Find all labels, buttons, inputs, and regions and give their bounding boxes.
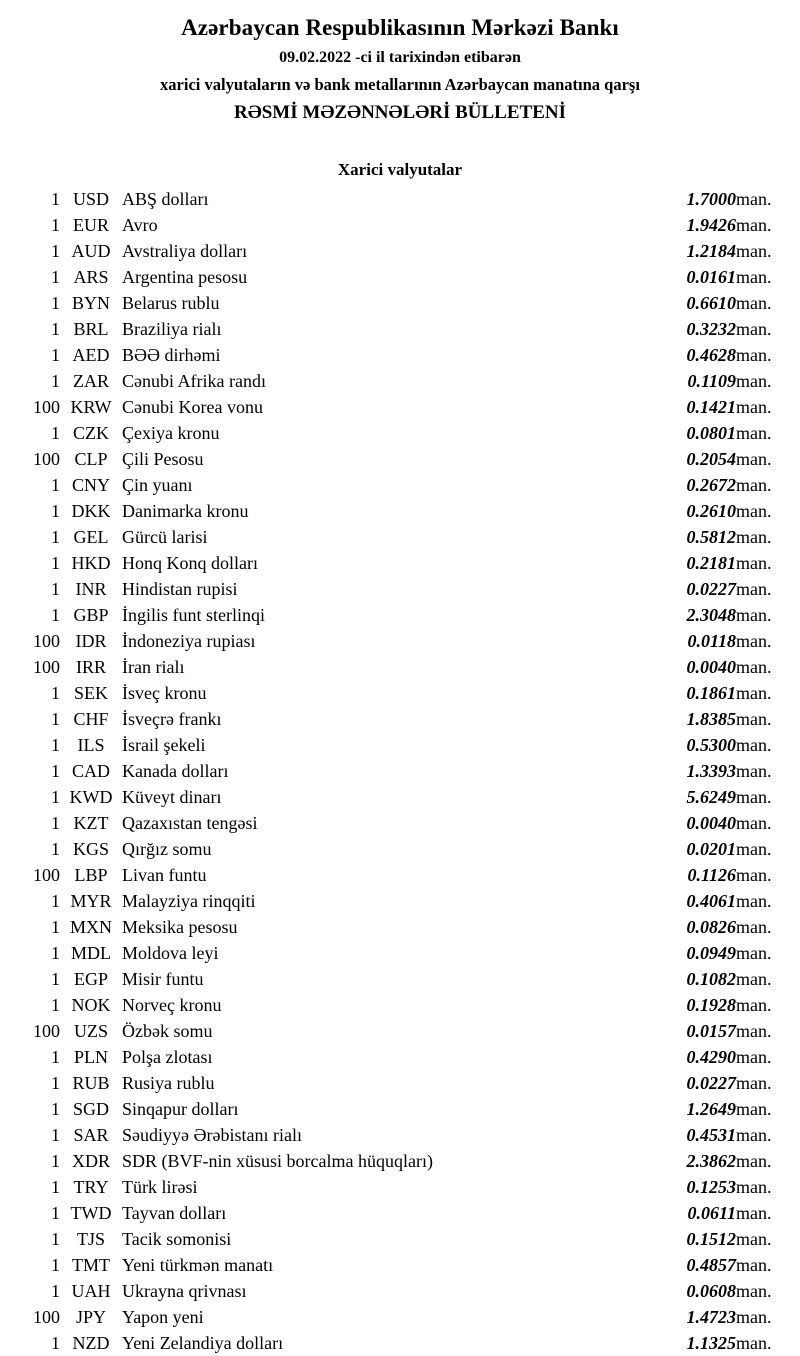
currency-rate-unit: man. xyxy=(736,1098,772,1119)
currency-code: CZK xyxy=(73,422,109,443)
currency-name: BƏƏ dirhəmi xyxy=(122,344,221,365)
currency-rate-unit: man. xyxy=(736,578,772,599)
table-row xyxy=(0,446,800,472)
currency-code: EUR xyxy=(73,214,109,235)
currency-units: 1 xyxy=(51,500,60,521)
currency-name: Yeni türkmən manatı xyxy=(122,1254,274,1275)
currency-units: 1 xyxy=(51,292,60,313)
currency-rate-value: 0.4290 xyxy=(686,1046,736,1067)
currency-name: Yapon yeni xyxy=(122,1306,204,1327)
currency-rate-unit: man. xyxy=(736,526,772,547)
currency-code: HKD xyxy=(71,552,111,573)
currency-name: ABŞ dolları xyxy=(122,188,209,209)
currency-rate-value: 0.0227 xyxy=(686,1072,736,1093)
currency-name: Hindistan rupisi xyxy=(122,578,238,599)
currency-rate-unit: man. xyxy=(736,214,772,235)
currency-code: ILS xyxy=(77,734,105,755)
currency-rate-unit: man. xyxy=(736,1306,772,1327)
currency-rate-unit: man. xyxy=(736,474,772,495)
currency-rate-value: 1.2184 xyxy=(686,240,736,261)
table-row xyxy=(0,550,800,576)
currency-code: ARS xyxy=(73,266,109,287)
currency-name: Səudiyyə Ərəbistanı rialı xyxy=(122,1124,302,1145)
currency-code: KZT xyxy=(73,812,109,833)
currency-name: İran rialı xyxy=(122,656,185,677)
currency-units: 1 xyxy=(51,1098,60,1119)
currency-name: İsveçrə frankı xyxy=(122,708,222,729)
currency-name: Cənubi Afrika randı xyxy=(122,370,266,391)
currency-units: 1 xyxy=(51,240,60,261)
currency-name: Özbək somu xyxy=(122,1020,213,1041)
table-row xyxy=(0,680,800,706)
currency-name: Çin yuanı xyxy=(122,474,193,495)
currency-units: 1 xyxy=(51,1228,60,1249)
currency-rate-unit: man. xyxy=(736,266,772,287)
table-row xyxy=(0,628,800,654)
table-row xyxy=(0,368,800,394)
currency-rate-value: 1.8385 xyxy=(686,708,736,729)
currency-code: GBP xyxy=(73,604,109,625)
currency-units: 1 xyxy=(51,812,60,833)
table-row xyxy=(0,212,800,238)
currency-rate-value: 2.3862 xyxy=(686,1150,736,1171)
currency-units: 1 xyxy=(51,266,60,287)
currency-rate-value: 0.1109 xyxy=(687,370,736,391)
table-row xyxy=(0,602,800,628)
currency-code: RUB xyxy=(72,1072,110,1093)
currency-code: AUD xyxy=(71,240,111,261)
currency-name: İngilis funt sterlinqi xyxy=(122,604,265,625)
table-row xyxy=(0,1122,800,1148)
currency-code: MDL xyxy=(71,942,111,963)
currency-units: 100 xyxy=(33,396,60,417)
table-row xyxy=(0,914,800,940)
currency-code: CLP xyxy=(74,448,108,469)
currency-name: Qazaxıstan tengəsi xyxy=(122,812,258,833)
currency-units: 100 xyxy=(33,630,60,651)
currency-units: 100 xyxy=(33,448,60,469)
currency-name: Rusiya rublu xyxy=(122,1072,215,1093)
currency-rate-value: 1.1325 xyxy=(686,1332,736,1353)
currency-units: 1 xyxy=(51,1280,60,1301)
currency-name: Küveyt dinarı xyxy=(122,786,222,807)
currency-units: 1 xyxy=(51,838,60,859)
currency-name: Avro xyxy=(122,214,158,235)
currency-code: BRL xyxy=(73,318,109,339)
currency-rate-unit: man. xyxy=(736,370,772,391)
currency-units: 1 xyxy=(51,370,60,391)
currency-rate-unit: man. xyxy=(736,734,772,755)
currency-code: INR xyxy=(75,578,107,599)
table-row xyxy=(0,498,800,524)
currency-rate-value: 0.1126 xyxy=(687,864,736,885)
currency-rate-unit: man. xyxy=(736,240,772,261)
currency-code: ZAR xyxy=(73,370,109,391)
table-row xyxy=(0,940,800,966)
currency-name: Yeni Zelandiya dolları xyxy=(122,1332,284,1353)
currency-units: 1 xyxy=(51,344,60,365)
currency-name: Braziliya rialı xyxy=(122,318,222,339)
document-header xyxy=(0,14,800,126)
table-row xyxy=(0,524,800,550)
table-row xyxy=(0,1304,800,1330)
currency-units: 1 xyxy=(51,708,60,729)
table-row xyxy=(0,1226,800,1252)
currency-rate-value: 0.3232 xyxy=(686,318,736,339)
currency-rate-unit: man. xyxy=(736,396,772,417)
currency-code: BYN xyxy=(71,292,110,313)
currency-rate-unit: man. xyxy=(736,344,772,365)
currency-code: CHF xyxy=(73,708,109,729)
table-row xyxy=(0,1148,800,1174)
table-row xyxy=(0,1044,800,1070)
section-title-foreign-currencies: Xarici valyutalar xyxy=(337,159,463,179)
table-row xyxy=(0,836,800,862)
currency-name: Danimarka kronu xyxy=(122,500,249,521)
currency-rate-value: 0.2672 xyxy=(686,474,736,495)
table-row xyxy=(0,1174,800,1200)
currency-code: TWD xyxy=(70,1202,112,1223)
table-row xyxy=(0,888,800,914)
currency-rate-unit: man. xyxy=(736,1332,772,1353)
currency-rate-value: 0.0611 xyxy=(687,1202,736,1223)
currency-rate-unit: man. xyxy=(736,292,772,313)
table-row xyxy=(0,1096,800,1122)
currency-code: XDR xyxy=(71,1150,110,1171)
currency-code: KWD xyxy=(69,786,113,807)
currency-units: 1 xyxy=(51,1124,60,1145)
currency-name: İndoneziya rupiası xyxy=(122,630,256,651)
currency-name: Çexiya kronu xyxy=(122,422,220,443)
currency-rate-unit: man. xyxy=(736,942,772,963)
currency-rate-value: 0.1253 xyxy=(686,1176,736,1197)
currency-code: NZD xyxy=(72,1332,110,1353)
currency-name: Malayziya rinqqiti xyxy=(122,890,256,911)
currency-rate-unit: man. xyxy=(736,604,772,625)
currency-rate-unit: man. xyxy=(736,838,772,859)
currency-rate-unit: man. xyxy=(736,1228,772,1249)
currency-rate-value: 0.0949 xyxy=(686,942,736,963)
currency-units: 1 xyxy=(51,734,60,755)
table-row xyxy=(0,472,800,498)
currency-rate-value: 0.0040 xyxy=(686,656,736,677)
currency-rate-value: 0.0801 xyxy=(686,422,736,443)
currency-rate-unit: man. xyxy=(736,760,772,781)
currency-name: Kanada dolları xyxy=(122,760,229,781)
currency-code: SGD xyxy=(72,1098,109,1119)
currency-name: Misir funtu xyxy=(122,968,204,989)
document-bulletin-title: RƏSMİ MƏZƏNNƏLƏRİ BÜLLETENİ xyxy=(233,101,566,123)
currency-units: 1 xyxy=(51,1332,60,1353)
currency-rate-unit: man. xyxy=(736,1124,772,1145)
currency-units: 1 xyxy=(51,682,60,703)
currency-rate-unit: man. xyxy=(736,968,772,989)
currency-rate-unit: man. xyxy=(736,448,772,469)
table-row xyxy=(0,1018,800,1044)
table-row xyxy=(0,654,800,680)
currency-code: EGP xyxy=(73,968,108,989)
currency-code: CAD xyxy=(71,760,110,781)
currency-rate-unit: man. xyxy=(736,890,772,911)
table-row xyxy=(0,1070,800,1096)
currency-rate-value: 0.4061 xyxy=(686,890,736,911)
currency-rate-value: 0.0826 xyxy=(686,916,736,937)
table-row xyxy=(0,992,800,1018)
currency-units: 1 xyxy=(51,1046,60,1067)
table-row xyxy=(0,290,800,316)
currency-name: Norveç kronu xyxy=(122,994,222,1015)
currency-rate-unit: man. xyxy=(736,422,772,443)
currency-units: 1 xyxy=(51,552,60,573)
currency-name: İsveç kronu xyxy=(122,682,207,703)
currency-name: Sinqapur dolları xyxy=(122,1098,239,1119)
currency-name: Türk lirəsi xyxy=(122,1176,198,1197)
currency-rate-value: 0.4857 xyxy=(686,1254,736,1275)
currency-units: 1 xyxy=(51,214,60,235)
currency-rate-value: 0.5300 xyxy=(686,734,736,755)
currency-name: Ukrayna qrivnası xyxy=(122,1280,247,1301)
currency-units: 1 xyxy=(51,318,60,339)
currency-units: 1 xyxy=(51,994,60,1015)
currency-rate-unit: man. xyxy=(736,1046,772,1067)
currency-code: KGS xyxy=(72,838,109,859)
currency-code: TMT xyxy=(72,1254,110,1275)
currency-rate-unit: man. xyxy=(736,318,772,339)
currency-rate-value: 5.6249 xyxy=(686,786,736,807)
currency-code: IRR xyxy=(75,656,106,677)
table-row xyxy=(0,238,800,264)
currency-rate-value: 0.0161 xyxy=(686,266,736,287)
currency-units: 1 xyxy=(51,526,60,547)
currency-rate-value: 0.0227 xyxy=(686,578,736,599)
currency-rate-value: 0.1421 xyxy=(686,396,736,417)
currency-units: 1 xyxy=(51,760,60,781)
currency-code: JPY xyxy=(75,1306,106,1327)
currency-code: LBP xyxy=(74,864,108,885)
bank-title: Azərbaycan Respublikasının Mərkəzi Bankı xyxy=(181,15,619,40)
currency-rate-value: 0.1082 xyxy=(686,968,736,989)
currency-rate-unit: man. xyxy=(736,1072,772,1093)
table-row xyxy=(0,264,800,290)
currency-code: PLN xyxy=(73,1046,108,1067)
currency-rate-unit: man. xyxy=(736,916,772,937)
currency-code: SAR xyxy=(73,1124,109,1145)
currency-name: Livan funtu xyxy=(122,864,207,885)
currency-name: Polşa zlotası xyxy=(122,1046,213,1067)
currency-units: 1 xyxy=(51,968,60,989)
currency-rate-unit: man. xyxy=(736,188,772,209)
currency-rate-value: 0.0157 xyxy=(686,1020,736,1041)
effective-date-suffix: -ci il tarixindən etibarən xyxy=(355,48,521,66)
currency-code: IDR xyxy=(75,630,107,651)
currency-rate-value: 1.2649 xyxy=(686,1098,736,1119)
currency-code: GEL xyxy=(73,526,109,547)
currency-name: Meksika pesosu xyxy=(122,916,238,937)
currency-rate-value: 0.1512 xyxy=(686,1228,736,1249)
currency-rate-value: 0.4531 xyxy=(686,1124,736,1145)
currency-units: 1 xyxy=(51,1202,60,1223)
currency-code: TRY xyxy=(73,1176,109,1197)
currency-name: Moldova leyi xyxy=(122,942,219,963)
currency-units: 1 xyxy=(51,604,60,625)
currency-units: 1 xyxy=(51,890,60,911)
currency-rate-unit: man. xyxy=(736,1150,772,1171)
currency-rate-value: 0.1928 xyxy=(686,994,736,1015)
table-row xyxy=(0,420,800,446)
table-row xyxy=(0,706,800,732)
table-row xyxy=(0,862,800,888)
currency-rate-unit: man. xyxy=(736,1254,772,1275)
currency-units: 100 xyxy=(33,656,60,677)
currency-units: 1 xyxy=(51,786,60,807)
currency-units: 1 xyxy=(51,916,60,937)
document-subtitle: xarici valyutaların və bank metallarının Azərbaycan manatına qarşı xyxy=(160,74,640,94)
currency-units: 1 xyxy=(51,422,60,443)
currency-code: USD xyxy=(72,188,109,209)
currency-rate-value: 0.5812 xyxy=(686,526,736,547)
table-row xyxy=(0,394,800,420)
currency-name: Avstraliya dolları xyxy=(122,240,248,261)
currency-units: 100 xyxy=(33,864,60,885)
currency-code: CNY xyxy=(71,474,110,495)
currency-name: Honq Konq dolları xyxy=(122,552,258,573)
currency-code: AED xyxy=(72,344,110,365)
currency-name: Çili Pesosu xyxy=(122,448,204,469)
currency-rate-value: 0.4628 xyxy=(686,344,736,365)
currency-rate-value: 1.9426 xyxy=(686,214,736,235)
currency-rate-value: 0.0040 xyxy=(686,812,736,833)
currency-rate-value: 0.0118 xyxy=(687,630,736,651)
currency-units: 1 xyxy=(51,1150,60,1171)
currency-rate-unit: man. xyxy=(736,1020,772,1041)
currency-rate-value: 0.0201 xyxy=(686,838,736,859)
currency-rate-unit: man. xyxy=(736,708,772,729)
table-row xyxy=(0,1200,800,1226)
table-row xyxy=(0,1278,800,1304)
currency-rate-value: 1.7000 xyxy=(686,188,736,209)
currency-rate-value: 0.2054 xyxy=(686,448,736,469)
currency-name: SDR (BVF-nin xüsusi borcalma hüquqları) xyxy=(122,1150,433,1171)
currency-rate-value: 0.2181 xyxy=(686,552,736,573)
effective-date-line xyxy=(0,48,800,69)
table-row xyxy=(0,966,800,992)
currency-rate-unit: man. xyxy=(736,630,772,651)
currency-units: 1 xyxy=(51,942,60,963)
currency-units: 100 xyxy=(33,1306,60,1327)
currency-rate-unit: man. xyxy=(736,682,772,703)
currency-rate-value: 0.6610 xyxy=(686,292,736,313)
currency-rate-unit: man. xyxy=(736,786,772,807)
currency-units: 1 xyxy=(51,474,60,495)
currency-units: 1 xyxy=(51,188,60,209)
currency-code: NOK xyxy=(71,994,111,1015)
currency-code: UZS xyxy=(73,1020,108,1041)
currency-code: DKK xyxy=(71,500,111,521)
table-row xyxy=(0,316,800,342)
currency-rates-body xyxy=(0,186,800,1356)
table-row xyxy=(0,732,800,758)
currency-units: 100 xyxy=(33,1020,60,1041)
currency-rates-table xyxy=(0,186,800,1356)
currency-rate-value: 1.3393 xyxy=(686,760,736,781)
currency-name: Argentina pesosu xyxy=(122,266,248,287)
currency-code: UAH xyxy=(71,1280,111,1301)
currency-code: SEK xyxy=(73,682,108,703)
currency-rate-value: 0.2610 xyxy=(686,500,736,521)
currency-name: Belarus rublu xyxy=(122,292,220,313)
currency-rate-unit: man. xyxy=(736,994,772,1015)
table-row xyxy=(0,342,800,368)
table-row xyxy=(0,576,800,602)
currency-name: Cənubi Korea vonu xyxy=(122,396,263,417)
currency-name: Qırğız somu xyxy=(122,838,212,859)
currency-units: 1 xyxy=(51,1072,60,1093)
currency-code: TJS xyxy=(76,1228,105,1249)
currency-units: 1 xyxy=(51,578,60,599)
currency-rate-unit: man. xyxy=(736,656,772,677)
table-row xyxy=(0,810,800,836)
currency-rate-value: 0.0608 xyxy=(686,1280,736,1301)
currency-code: MXN xyxy=(69,916,112,937)
currency-name: Tacik somonisi xyxy=(122,1228,232,1249)
currency-name: Tayvan dolları xyxy=(122,1202,227,1223)
table-row xyxy=(0,758,800,784)
currency-rate-value: 1.4723 xyxy=(686,1306,736,1327)
currency-rate-unit: man. xyxy=(736,1202,772,1223)
currency-rate-unit: man. xyxy=(736,1176,772,1197)
table-row xyxy=(0,186,800,212)
currency-code: MYR xyxy=(70,890,112,911)
currency-rate-unit: man. xyxy=(736,1280,772,1301)
table-row xyxy=(0,1330,800,1356)
currency-rate-unit: man. xyxy=(736,812,772,833)
currency-rate-value: 2.3048 xyxy=(686,604,736,625)
currency-code: KRW xyxy=(70,396,112,417)
currency-rate-unit: man. xyxy=(736,552,772,573)
currency-rate-unit: man. xyxy=(736,864,772,885)
currency-name: İsrail şekeli xyxy=(122,734,206,755)
currency-units: 1 xyxy=(51,1254,60,1275)
currency-rate-value: 0.1861 xyxy=(686,682,736,703)
currency-rate-unit: man. xyxy=(736,500,772,521)
effective-date: 09.02.2022 xyxy=(279,48,352,66)
currency-name: Gürcü larisi xyxy=(122,526,208,547)
currency-units: 1 xyxy=(51,1176,60,1197)
table-row xyxy=(0,1252,800,1278)
table-row xyxy=(0,784,800,810)
